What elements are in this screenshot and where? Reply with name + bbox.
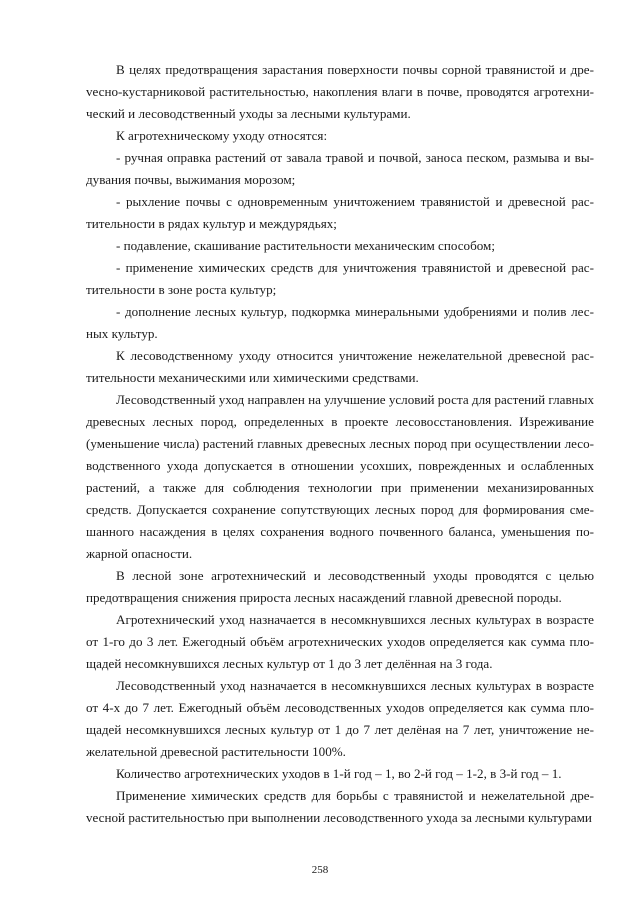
- paragraph: В лесной зоне агротехнический и лесоводственный уходы проводятся с целью предотвращения снижения прироста лесных насаждений главной древесной породы.: [86, 568, 594, 605]
- paragraph: Количество агротехнических уходов в 1-й год – 1, во 2-й год – 1-2, в 3-й год – 1.: [116, 766, 562, 781]
- body-text: [86, 59, 594, 829]
- list-item: - рыхление почвы с одновременным уничтожением травянистой и древесной растительности в рядах культур и междурядьях;: [86, 194, 594, 231]
- paragraph: К агротехническому уходу относятся:: [116, 128, 328, 143]
- paragraph: К лесоводственному уходу относится уничтожение нежелательной древесной растительности механическими или химическими средствами.: [86, 348, 594, 385]
- list-item: - применение химических средств для уничтожения травянистой и древесной растительности в зоне роста культур;: [86, 260, 594, 297]
- paragraph: Лесоводственный уход направлен на улучшение условий роста для растений главных древесных лесных пород, определенных в проекте лесовосстановления. Изреживание (уменьшение числа) растений главных древесных лесных пород при осуществлении лесоводственного ухода допускается в отношении усохших, поврежденных и ослабленных растений, а также для соблюдения технологии при применении механизированных средств. Допускается сохранение сопутствующих лесных пород для формирования смешанного насаждения в целях сохранения водного почвенного баланса, уменьшения пожарной опасности.: [86, 392, 595, 561]
- page-number: 258: [311, 864, 329, 876]
- list-item: - подавление, скашивание растительности механическим способом;: [116, 238, 495, 253]
- list-item: - дополнение лесных культур, подкормка минеральными удобрениями и полив лесных культур.: [86, 304, 594, 341]
- paragraph: В целях предотвращения зарастания поверхности почвы сорной травянистой и дреvесно-кустарниковой растительностью, накопления влаги в почве, проводятся агротехнический и лесоводственный уходы за лесными культурами.: [86, 62, 594, 121]
- paragraph: Лесоводственный уход назначается в несомкнувшихся лесных культурах в возрасте от 4-х до 7 лет. Ежегодный объём лесоводственных уходов определяется как сумма площадей несомкнувшихся лесных культур от 1 до 7 лет делёная на 7 лет, уничтожение нежелательной древесной растительности 100%.: [86, 678, 594, 759]
- list-item: - ручная оправка растений от завала травой и почвой, заноса песком, размыва и выдувания почвы, выжимания морозом;: [86, 150, 594, 187]
- paragraph: Агротехнический уход назначается в несомкнувшихся лесных культурах в возрасте от 1-го до 3 лет. Ежегодный объём агротехнических уходов определяется как сумма площадей несомкнувшихся лесных культур от 1 до 3 лет делённая на 3 года.: [86, 612, 594, 671]
- paragraph: Применение химических средств для борьбы с травянистой и нежелательной дреvесной растительностью при выполнении лесоводственного ухода за лесными культурами: [86, 788, 594, 825]
